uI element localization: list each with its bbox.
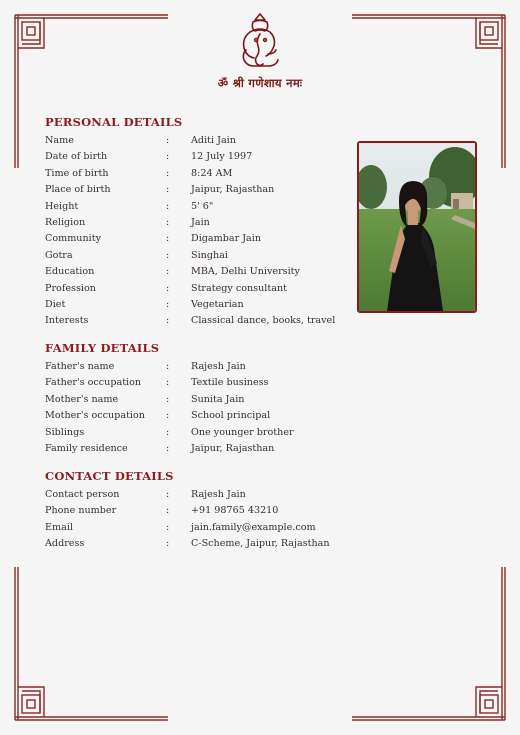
page-header bbox=[0, 10, 520, 91]
detail-value: Classical dance, books, travel bbox=[191, 315, 336, 327]
detail-label: Interests bbox=[45, 315, 89, 327]
detail-label: Date of birth bbox=[45, 151, 108, 163]
detail-separator: : bbox=[166, 393, 170, 405]
profile-photo-image bbox=[359, 143, 475, 311]
detail-label: Contact person bbox=[45, 489, 120, 500]
section-title-family: FAMILY DETAILS bbox=[45, 341, 160, 355]
detail-value: Aditi Jain bbox=[191, 135, 236, 146]
detail-label: Family residence bbox=[45, 442, 128, 454]
detail-separator: : bbox=[166, 233, 170, 245]
detail-value: Textile business bbox=[191, 377, 269, 389]
detail-value: School principal bbox=[191, 410, 271, 422]
invocation-text: ॐ श्री गणेशाय नमः bbox=[217, 76, 303, 90]
detail-separator: : bbox=[166, 521, 170, 533]
detail-value: MBA, Delhi University bbox=[191, 266, 300, 278]
detail-label: Address bbox=[45, 538, 85, 550]
detail-value: Digambar Jain bbox=[191, 233, 262, 245]
detail-separator: : bbox=[166, 200, 170, 212]
detail-value: One younger brother bbox=[191, 426, 294, 438]
detail-label: Profession bbox=[45, 282, 96, 294]
detail-label: Father's occupation bbox=[45, 377, 142, 389]
detail-separator: : bbox=[166, 489, 170, 500]
detail-value: jain.family@example.com bbox=[191, 521, 316, 533]
detail-separator: : bbox=[166, 266, 170, 278]
detail-separator: : bbox=[166, 298, 170, 310]
detail-separator: : bbox=[166, 361, 170, 372]
detail-label: Gotra bbox=[45, 249, 73, 261]
corner-ornament-bottom-left bbox=[15, 567, 168, 720]
detail-separator: : bbox=[166, 505, 170, 517]
detail-value: Rajesh Jain bbox=[191, 489, 246, 500]
detail-separator: : bbox=[166, 249, 170, 261]
detail-label: Education bbox=[45, 266, 95, 278]
detail-value: Vegetarian bbox=[191, 298, 244, 310]
detail-value: Jain bbox=[191, 216, 210, 228]
detail-label: Time of birth bbox=[45, 167, 109, 179]
detail-label: Place of birth bbox=[45, 184, 111, 196]
detail-separator: : bbox=[166, 538, 170, 550]
detail-label: Father's name bbox=[45, 361, 115, 372]
detail-value: Strategy consultant bbox=[191, 282, 287, 294]
detail-label: Diet bbox=[45, 298, 66, 310]
detail-separator: : bbox=[166, 167, 170, 179]
detail-value: Jaipur, Rajasthan bbox=[191, 442, 275, 454]
detail-value: Rajesh Jain bbox=[191, 361, 246, 372]
detail-label: Email bbox=[45, 521, 73, 533]
detail-separator: : bbox=[166, 442, 170, 454]
detail-value: Sunita Jain bbox=[191, 393, 245, 405]
detail-label: Religion bbox=[45, 216, 86, 228]
section-title-personal: PERSONAL DETAILS bbox=[45, 115, 183, 129]
detail-separator: : bbox=[166, 315, 170, 327]
detail-separator: : bbox=[166, 282, 170, 294]
detail-separator: : bbox=[166, 151, 170, 163]
detail-label: Siblings bbox=[45, 426, 85, 438]
detail-label: Mother's name bbox=[45, 393, 119, 405]
detail-separator: : bbox=[166, 426, 170, 438]
detail-label: Mother's occupation bbox=[45, 410, 145, 422]
detail-separator: : bbox=[166, 184, 170, 196]
detail-separator: : bbox=[166, 377, 170, 389]
detail-separator: : bbox=[166, 135, 170, 146]
detail-separator: : bbox=[166, 410, 170, 422]
detail-value: 12 July 1997 bbox=[191, 151, 253, 163]
detail-label: Height bbox=[45, 200, 79, 212]
detail-label: Name bbox=[45, 135, 74, 146]
detail-value: +91 98765 43210 bbox=[191, 505, 279, 517]
detail-value: 5' 6" bbox=[191, 200, 214, 212]
section-title-contact: CONTACT DETAILS bbox=[45, 469, 174, 483]
profile-photo bbox=[357, 141, 477, 313]
detail-label: Community bbox=[45, 233, 102, 245]
detail-value: Singhai bbox=[191, 249, 228, 261]
detail-value: C-Scheme, Jaipur, Rajasthan bbox=[191, 538, 330, 550]
corner-ornament-bottom-right bbox=[352, 567, 505, 720]
detail-label: Phone number bbox=[45, 505, 117, 517]
detail-value: Jaipur, Rajasthan bbox=[191, 184, 275, 196]
ganesha-logo bbox=[236, 10, 284, 72]
detail-value: 8:24 AM bbox=[191, 167, 233, 179]
detail-separator: : bbox=[166, 216, 170, 228]
